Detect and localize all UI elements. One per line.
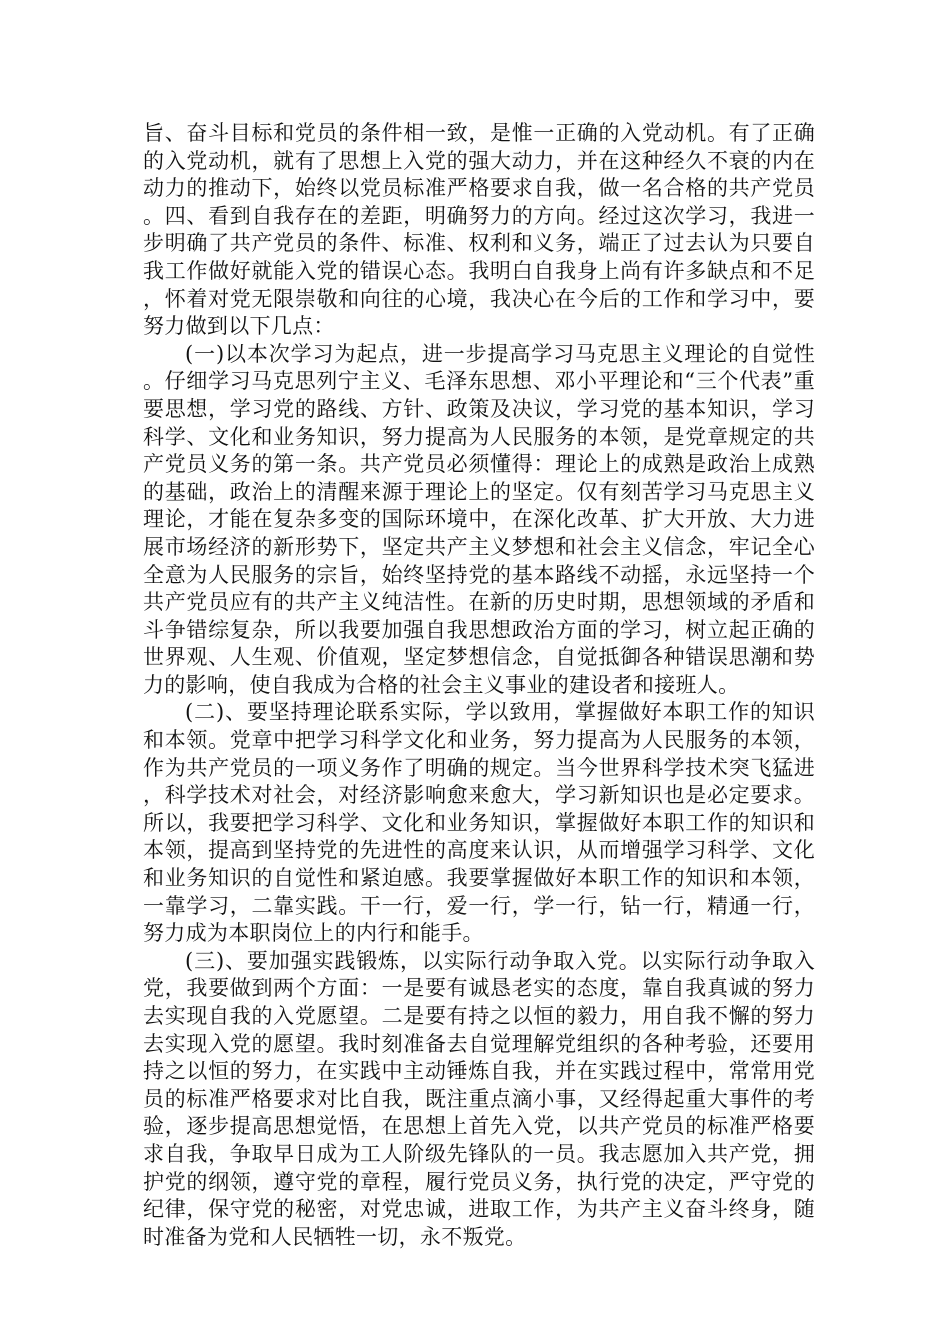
paragraph-point-1: (一)以本次学习为起点，进一步提高学习马克思主义理论的自觉性。仔细学习马克思列宁主义、毛泽东思想、邓小平理论和“三个代表”重要思想，学习党的路线、方针、政策及决议，学习党的基本知识，学习科学、文化和业务知识，努力提高为人民服务的本领，是党章规定的共产党员义务的第一条。共产党员必须懂得：理论上的成熟是政治上成熟的基础，政治上的清醒来源于理论上的坚定。仅有刻苦学习马克思主义理论，才能在复杂多变的国际环境中，在深化改革、扩大开放、大力进展市场经济的新形势下，坚定共产主义梦想和社会主义信念，牢记全心全意为人民服务的宗旨，始终坚持党的基本路线不动摇，永远坚持一个共产党员应有的共产主义纯洁性。在新的历史时期，思想领域的矛盾和斗争错综复杂，所以我要加强自我思想政治方面的学习，树立起正确的世界观、人生观、价值观，坚定梦想信念，自觉抵御各种错误思潮和势力的影响，使自我成为合格的社会主义事业的建设者和接班人。: [143, 341, 815, 697]
document-body: [143, 120, 815, 1251]
paragraph-continuation: 旨、奋斗目标和党员的条件相一致，是惟一正确的入党动机。有了正确的入党动机，就有了思想上入党的强大动力，并在这种经久不衰的内在动力的推动下，始终以党员标准严格要求自我，做一名合格的共产党员。四、看到自我存在的差距，明确努力的方向。经过这次学习，我进一步明确了共产党员的条件、标准、权利和义务，端正了过去认为只要自我工作做好就能入党的错误心态。我明白自我身上尚有许多缺点和不足，怀着对党无限崇敬和向往的心境，我决心在今后的工作和学习中，要努力做到以下几点：: [143, 121, 815, 339]
paragraph-point-3: (三)、要加强实践锻炼，以实际行动争取入党。以实际行动争取入党，我要做到两个方面：一是要有诚恳老实的态度，靠自我真诚的努力去实现自我的入党愿望。二是要有持之以恒的毅力，用自我不懈的努力去实现入党的愿望。我时刻准备去自觉理解党组织的各种考验，还要用持之以恒的努力，在实践中主动锤炼自我，并在实践过程中，常常用党员的标准严格要求对比自我，既注重点滴小事，又经得起重大事件的考验，逐步提高思想觉悟，在思想上首先入党，以共产党员的标准严格要求自我，争取早日成为工人阶级先锋队的一员。我志愿加入共产党，拥护党的纲领，遵守党的章程，履行党员义务，执行党的决定，严守党的纪律，保守党的秘密，对党忠诚，进取工作，为共产主义奋斗终身，随时准备为党和人民牺牲一切，永不叛党。: [143, 948, 815, 1249]
paragraph-point-2: (二)、要坚持理论联系实际，学以致用，掌握做好本职工作的知识和本领。党章中把学习科学文化和业务，努力提高为人民服务的本领，作为共产党员的一项义务作了明确的规定。当今世界科学技术突飞猛进，科学技术对社会，对经济影响愈来愈大，学习新知识也是必定要求。所以，我要把学习科学、文化和业务知识，掌握做好本职工作的知识和本领，提高到坚持党的先进性的高度来认识，从而增强学习科学、文化和业务知识的自觉性和紧迫感。我要掌握做好本职工作的知识和本领，一靠学习，二靠实践。干一行，爱一行，学一行，钻一行，精通一行，努力成为本职岗位上的内行和能手。: [143, 700, 815, 946]
